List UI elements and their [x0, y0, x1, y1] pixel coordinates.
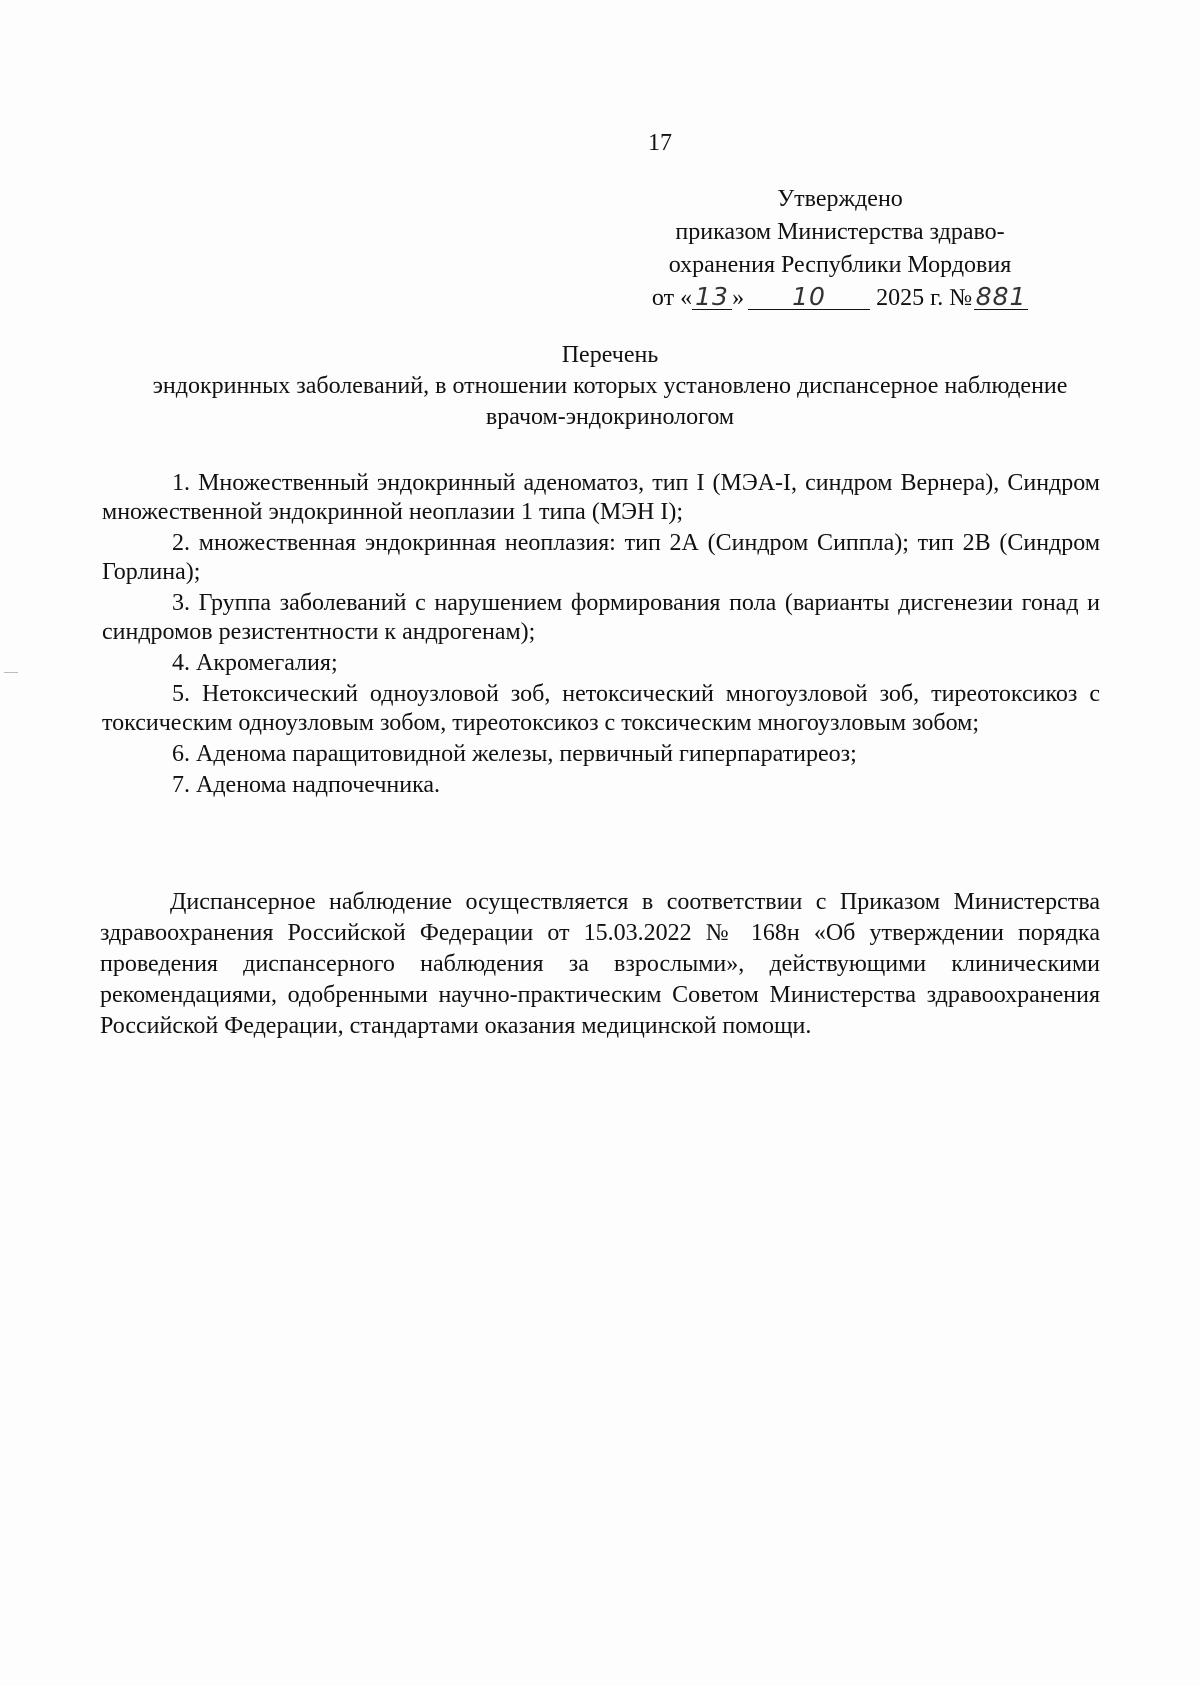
approval-stamp-block	[600, 183, 1080, 315]
closing-paragraph: Диспансерное наблюдение осуществляется в соответствии с Приказом Министерства здравоохранения Российской Федерации от 15.03.2022 № 168н «Об утверждении порядка проведения диспансерного наблюдения за взрослыми», действующими клиническими рекомендациями, одобренными научно-практическим Советом Министерства здравоохранения Российской Федерации, стандартами оказания медицинской помощи.	[100, 889, 1100, 1039]
closing-paragraph-block	[100, 887, 1100, 1042]
handwritten-day: 13	[692, 285, 732, 310]
page-number: 17	[648, 130, 672, 156]
date-quote-close: »	[732, 285, 745, 311]
approval-date-line	[600, 282, 1080, 315]
approval-line-republic: охранения Республики Мордовия	[668, 252, 1012, 278]
disease-list	[102, 469, 1100, 802]
list-item: 7. Аденома надпочечника.	[172, 772, 441, 798]
heading-subtitle: эндокринных заболеваний, в отношении которых установлено диспансерное наблюдение врачом-эндокринологом	[152, 373, 1068, 430]
list-item: 6. Аденома паращитовидной железы, первичный гиперпаратиреоз;	[172, 741, 857, 767]
date-year-number: 2025 г. №	[876, 285, 973, 311]
handwritten-month: 10	[748, 285, 870, 310]
scan-margin-mark	[4, 672, 18, 673]
list-item: 1. Множественный эндокринный аденоматоз, тип I (МЭА-I, синдром Вернера), Синдром множественной эндокринной неоплазии 1 типа (МЭН I);	[102, 470, 1100, 525]
document-heading	[140, 340, 1080, 433]
list-item: 4. Акромегалия;	[172, 650, 338, 676]
list-item: 5. Нетоксический одноузловой зоб, нетоксический многоузловой зоб, тиреотоксикоз с токсическим одноузловым зобом, тиреотоксикоз с токсическим многоузловым зобом;	[102, 681, 1100, 736]
approval-line-ministry: приказом Министерства здраво-	[675, 219, 1005, 245]
heading-title: Перечень	[561, 342, 659, 368]
list-item: 2. множественная эндокринная неоплазия: тип 2А (Синдром Сиппла); тип 2В (Синдром Горлина);	[102, 530, 1100, 585]
date-prefix: от «	[651, 285, 693, 311]
handwritten-order-number: 881	[975, 282, 1027, 311]
list-item: 3. Группа заболеваний с нарушением формирования пола (варианты дисгенезии гонад и синдромов резистентности к андрогенам);	[102, 590, 1100, 645]
approval-title: Утверждено	[777, 186, 903, 212]
